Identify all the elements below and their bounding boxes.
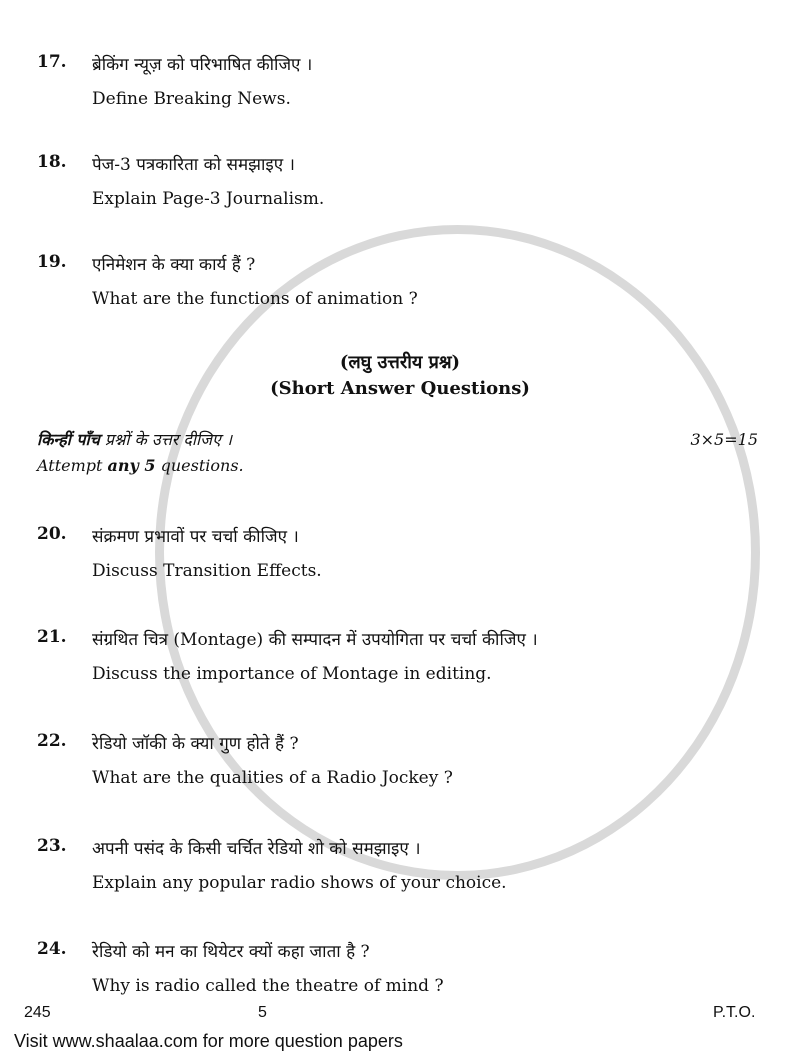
instruction-english-bold: any 5 <box>107 456 156 475</box>
instruction-hindi <box>37 428 232 450</box>
question-text-hindi: एनिमेशन के क्या कार्य हैं ? <box>92 255 256 275</box>
section-title-hindi: (लघु उत्तरीय प्रश्न) <box>339 352 461 373</box>
visit-link[interactable]: Visit www.shaalaa.com for more question papers <box>14 1031 403 1051</box>
question-text-english: Discuss Transition Effects. <box>92 561 322 581</box>
question-text-english: What are the qualities of a Radio Jockey ? <box>92 768 453 788</box>
question-text-hindi: संक्रमण प्रभावों पर चर्चा कीजिए । <box>92 527 299 547</box>
pto: P.T.O. <box>713 1004 756 1021</box>
question-text-english: Explain any popular radio shows of your choice. <box>92 873 507 893</box>
question-text-english: Explain Page-3 Journalism. <box>92 189 325 209</box>
question-number: 22. <box>37 731 67 751</box>
question-number: 20. <box>37 524 67 544</box>
instruction-english <box>37 456 244 475</box>
question-text-english: What are the functions of animation ? <box>92 289 418 309</box>
question-number: 19. <box>37 252 67 272</box>
question-text-hindi: रेडियो जॉकी के क्या गुण होते हैं ? <box>92 734 299 754</box>
instruction-hindi-bold: किन्हीं पाँच <box>37 430 100 449</box>
question-text-hindi: रेडियो को मन का थियेटर क्यों कहा जाता है ? <box>92 942 370 962</box>
marks: 3×5=15 <box>690 430 758 449</box>
question-text-hindi: अपनी पसंद के किसी चर्चित रेडियो शो को समझाइए । <box>92 839 421 859</box>
question-text-english: Define Breaking News. <box>92 89 291 109</box>
instruction-english-post: questions. <box>155 456 244 475</box>
question-text-english: Why is radio called the theatre of mind ? <box>92 976 444 996</box>
paper-code: 245 <box>24 1004 51 1021</box>
instruction-hindi-rest: प्रश्नों के उत्तर दीजिए । <box>99 430 233 449</box>
question-number: 17. <box>37 52 67 72</box>
question-number: 24. <box>37 939 67 959</box>
question-text-hindi: पेज-3 पत्रकारिता को समझाइए । <box>92 155 295 175</box>
question-text-english: Discuss the importance of Montage in editing. <box>92 664 492 684</box>
question-number: 21. <box>37 627 67 647</box>
section-title-english: (Short Answer Questions) <box>270 378 530 399</box>
page-number: 5 <box>258 1004 267 1021</box>
question-number: 23. <box>37 836 67 856</box>
question-number: 18. <box>37 152 67 172</box>
question-text-hindi: संग्रथित चित्र (Montage) की सम्पादन में उपयोगिता पर चर्चा कीजिए । <box>92 630 538 650</box>
instruction-english-pre: Attempt <box>37 456 108 475</box>
question-text-hindi: ब्रेकिंग न्यूज़ को परिभाषित कीजिए । <box>92 55 313 75</box>
